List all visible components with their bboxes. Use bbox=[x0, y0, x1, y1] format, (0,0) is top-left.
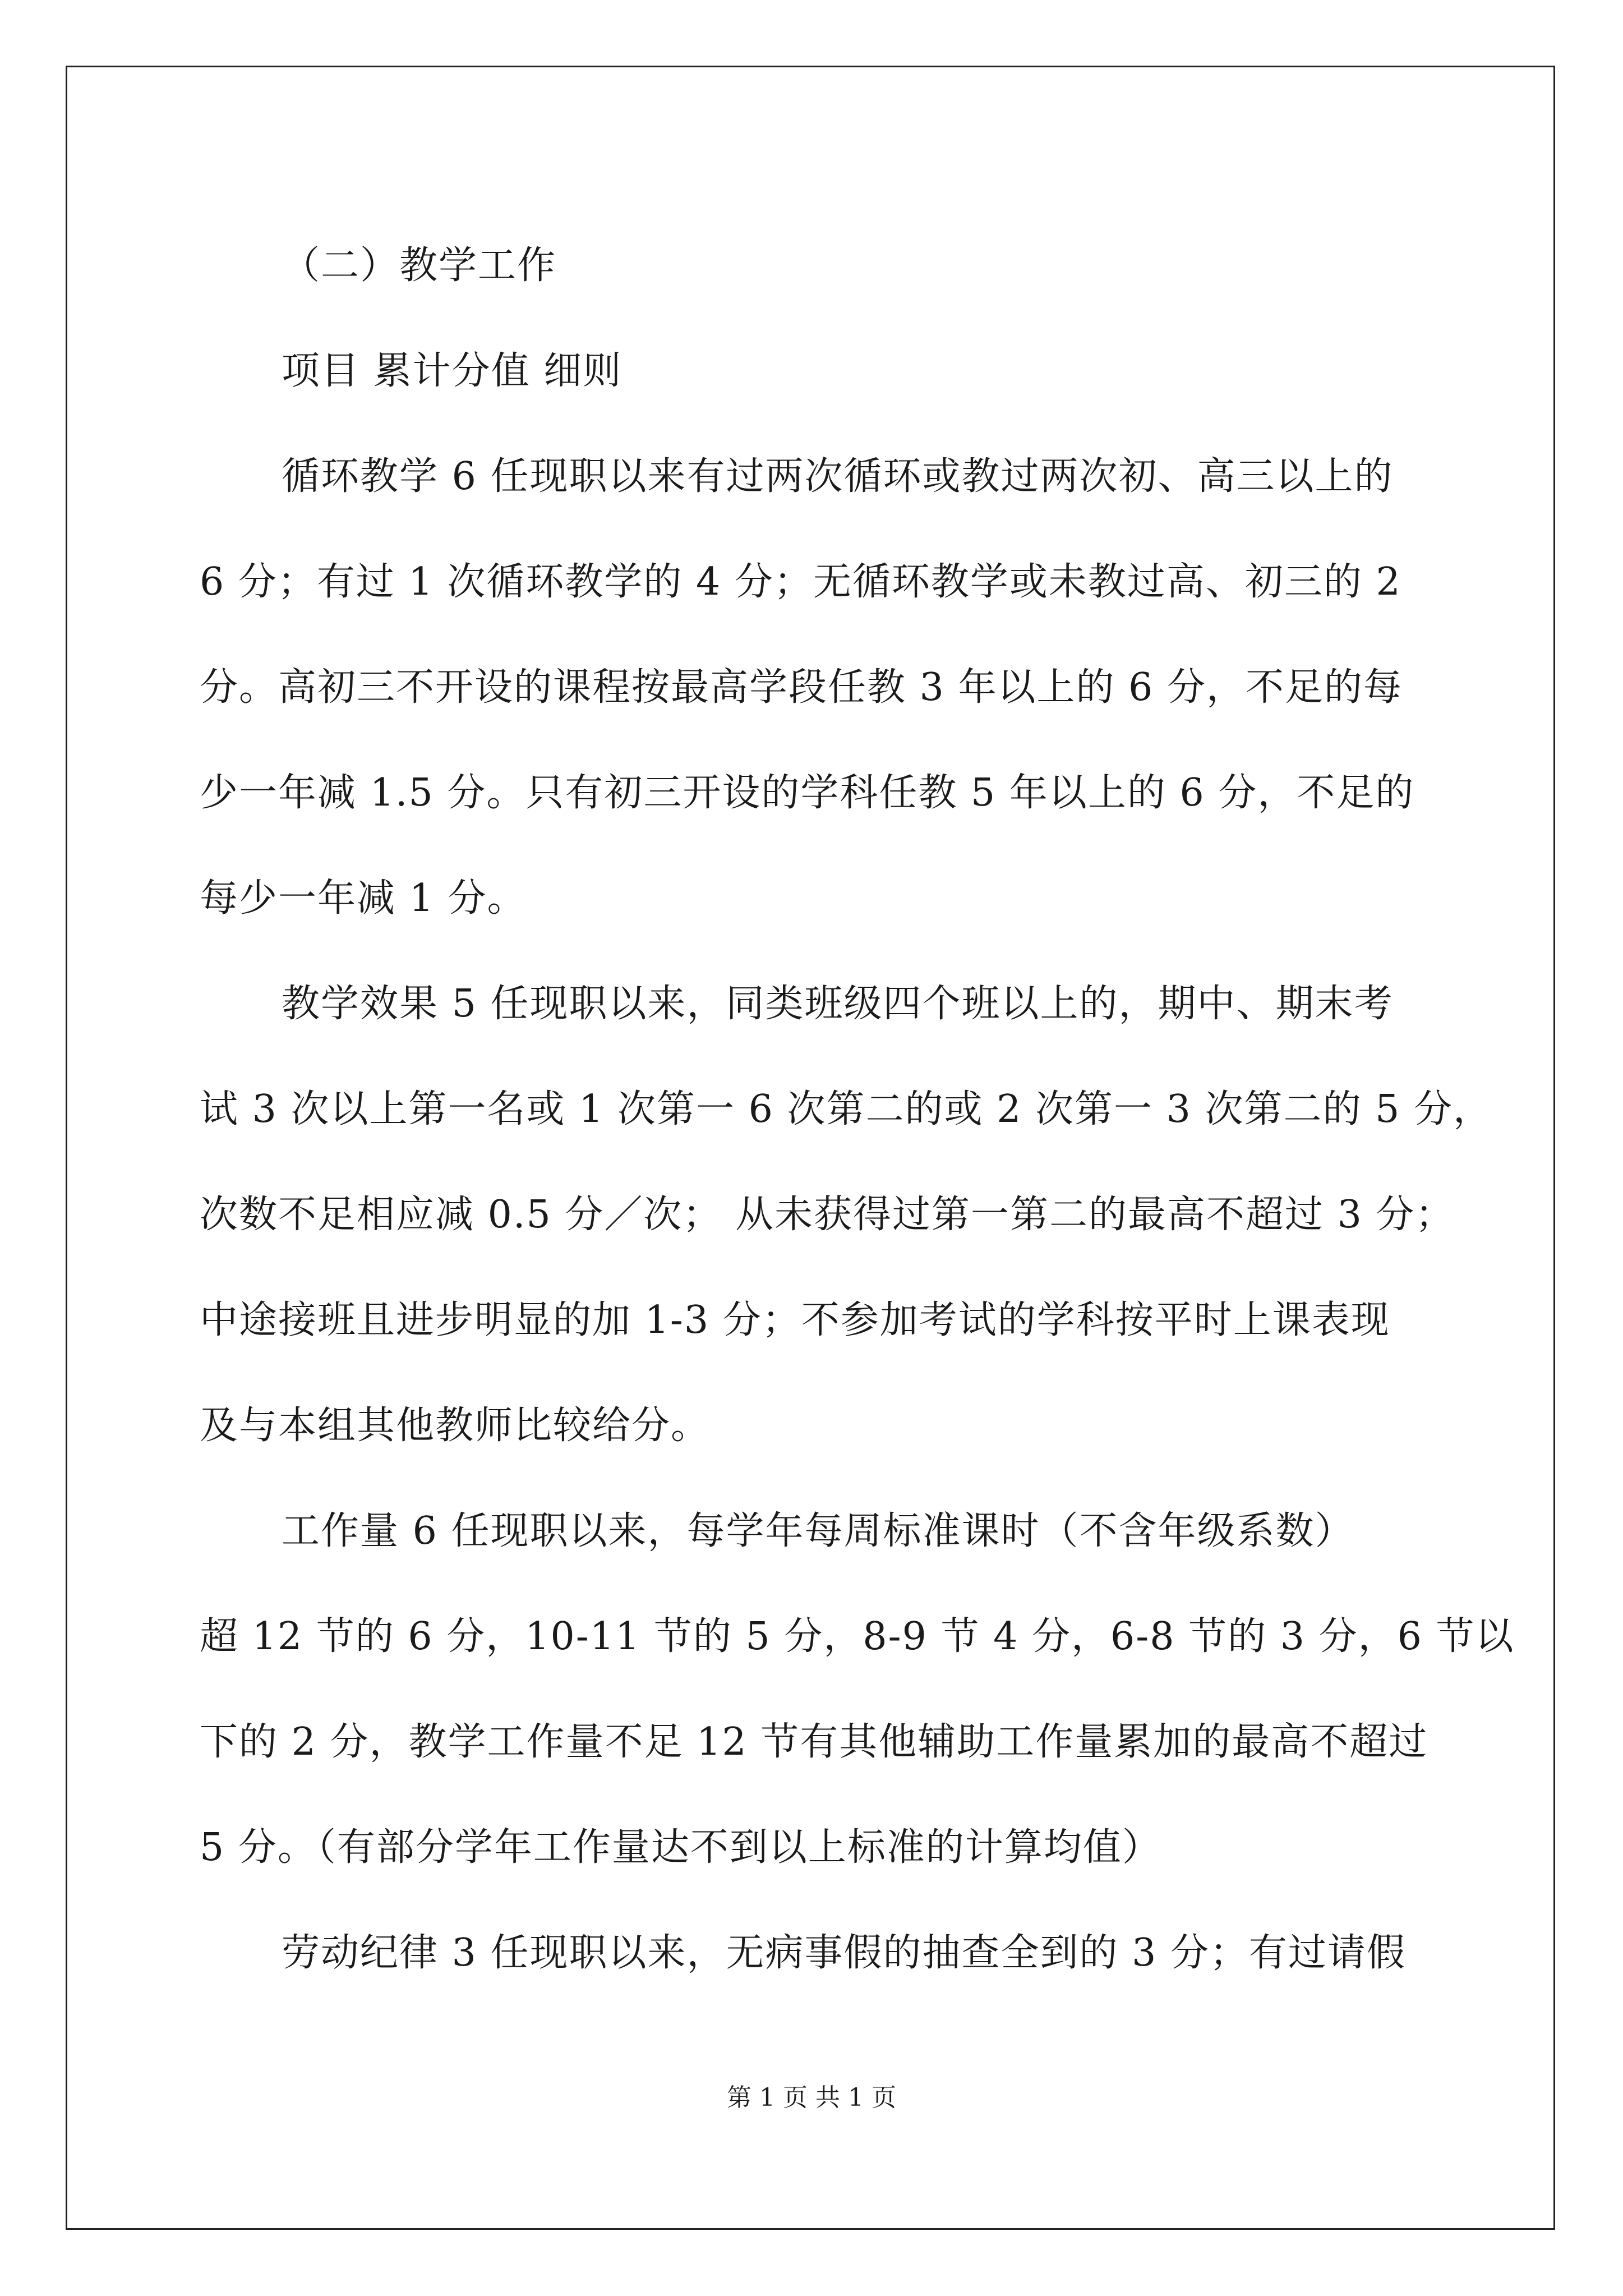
paragraph-line: 次数不足相应减 0.5 分／次； 从未获得过第一第二的最高不超过 3 分； bbox=[200, 1193, 1455, 1237]
paragraph-line: 循环教学 6 任现职以来有过两次循环或教过两次初、高三以上的 bbox=[282, 454, 1394, 499]
paragraph-line: 下的 2 分，教学工作量不足 12 节有其他辅助工作量累加的最高不超过 bbox=[200, 1720, 1428, 1764]
section-title: （二）教学工作 bbox=[282, 243, 557, 288]
table-header: 项目 累计分值 细则 bbox=[282, 349, 623, 393]
paragraph-labor-discipline bbox=[200, 1901, 1422, 2006]
paragraph-line: 工作量 6 任现职以来，每学年每周标准课时（不含年级系数） bbox=[282, 1509, 1354, 1553]
document-body bbox=[200, 213, 1515, 2006]
paragraph-line: 分。高初三不开设的课程按最高学段任教 3 年以上的 6 分，不足的每 bbox=[200, 665, 1403, 710]
paragraph-line: 及与本组其他教师比较给分。 bbox=[200, 1404, 711, 1448]
paragraph-line: 中途接班且进步明显的加 1-3 分；不参加考试的学科按平时上课表现 bbox=[200, 1298, 1390, 1342]
paragraph-workload bbox=[200, 1479, 1515, 1901]
paragraph-line: 劳动纪律 3 任现职以来，无病事假的抽查全到的 3 分；有过请假 bbox=[282, 1931, 1406, 1975]
paragraph-line: 5 分。（有部分学年工作量达不到以上标准的计算均值） bbox=[200, 1825, 1161, 1870]
page-footer: 第 1 页 共 1 页 bbox=[727, 2083, 896, 2112]
paragraph-line: 少一年减 1.5 分。只有初三开设的学科任教 5 年以上的 6 分，不足的 bbox=[200, 771, 1415, 815]
paragraph-teaching-effect bbox=[200, 951, 1492, 1479]
paragraph-line: 每少一年减 1 分。 bbox=[200, 876, 527, 921]
paragraph-line: 超 12 节的 6 分，10-11 节的 5 分，8-9 节 4 分，6-8 节的 3 分，6 节以 bbox=[200, 1614, 1515, 1659]
paragraph-line: 教学效果 5 任现职以来，同类班级四个班以上的，期中、期末考 bbox=[282, 982, 1394, 1026]
paragraph-line: 试 3 次以上第一名或 1 次第一 6 次第二的或 2 次第一 3 次第二的 5 分， bbox=[200, 1087, 1492, 1131]
paragraph-cyclic-teaching bbox=[200, 424, 1422, 951]
paragraph-line: 6 分；有过 1 次循环教学的 4 分；无循环教学或未教过高、初三的 2 bbox=[200, 560, 1401, 604]
